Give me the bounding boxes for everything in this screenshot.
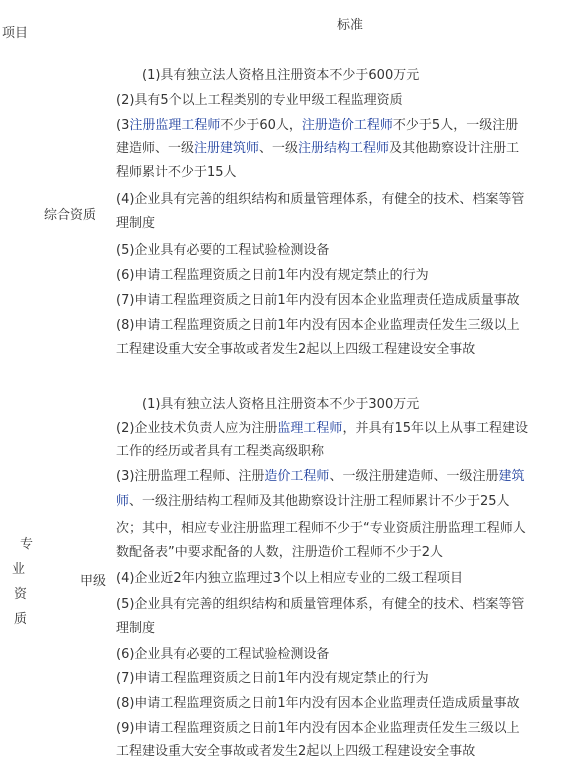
grade-label: 甲级 bbox=[80, 574, 107, 589]
professional-label-char: 资 bbox=[14, 587, 28, 602]
standard-text: 不少于5人，一级注册 bbox=[392, 118, 519, 133]
standard-line bbox=[116, 620, 155, 637]
standard-text: (1)具有独立法人资格且注册资本不少于600万元 bbox=[142, 68, 420, 83]
standard-text: 建造师、一级 bbox=[116, 141, 195, 156]
term-link[interactable]: 造价工程师 bbox=[264, 469, 330, 484]
standard-text: (5)企业具有完善的组织结构和质量管理体系，有健全的技术、档案等管 bbox=[116, 597, 525, 612]
standard-text: 次；其中，相应专业注册监理工程师不少于“专业资质注册监理工程师人 bbox=[116, 521, 526, 536]
standard-text: (8)申请工程监理资质之日前1年内没有因本企业监理责任造成质量事故 bbox=[116, 696, 520, 711]
standard-line bbox=[116, 596, 524, 613]
standard-line bbox=[116, 520, 526, 537]
term-link[interactable]: 注册建筑师 bbox=[194, 141, 260, 156]
standard-line bbox=[116, 292, 520, 309]
standard-line bbox=[116, 215, 155, 232]
standard-line bbox=[116, 443, 324, 460]
standard-line bbox=[116, 191, 524, 208]
standard-text: (4)企业近2年内独立监理过3个以上相应专业的二级工程项目 bbox=[116, 571, 463, 586]
standard-text: (8)申请工程监理资质之日前1年内没有因本企业监理责任发生三级以上 bbox=[116, 318, 520, 333]
term-link[interactable]: 师 bbox=[116, 494, 130, 509]
standard-line bbox=[116, 695, 520, 712]
term-link[interactable]: 监理工程师 bbox=[277, 421, 343, 436]
standard-text: (4)企业具有完善的组织结构和质量管理体系，有健全的技术、档案等管 bbox=[116, 192, 525, 207]
standard-text: 及其他勘察设计注册工 bbox=[389, 141, 520, 156]
standard-text: 、一级注册结构工程师及其他勘察设计注册工程师累计不少于25人 bbox=[129, 494, 510, 509]
standard-line bbox=[116, 140, 519, 157]
header-item: 项目 bbox=[2, 26, 29, 41]
standard-line bbox=[116, 267, 429, 284]
standard-text: (2)企业技术负责人应为注册 bbox=[116, 421, 278, 436]
standard-text: 工程建设重大安全事故或者发生2起以上四级工程建设安全事故 bbox=[116, 342, 476, 357]
standard-text: (9)申请工程监理资质之日前1年内没有因本企业监理责任发生三级以上 bbox=[116, 721, 520, 736]
standard-text: (7)申请工程监理资质之日前1年内没有因本企业监理责任造成质量事故 bbox=[116, 293, 520, 308]
standard-text: (7)申请工程监理资质之日前1年内没有规定禁止的行为 bbox=[116, 671, 429, 686]
standard-line bbox=[116, 720, 520, 737]
standard-text: (6)申请工程监理资质之日前1年内没有规定禁止的行为 bbox=[116, 268, 429, 283]
standard-line bbox=[116, 544, 443, 561]
comprehensive-label: 综合资质 bbox=[44, 208, 97, 223]
standard-line bbox=[116, 420, 528, 437]
standard-line bbox=[142, 396, 419, 413]
standard-line bbox=[116, 743, 475, 760]
professional-label-char: 质 bbox=[14, 612, 28, 627]
professional-label bbox=[12, 532, 40, 632]
standard-line bbox=[116, 570, 463, 587]
standard-line bbox=[116, 92, 403, 109]
term-link[interactable]: 注册监理工程师 bbox=[129, 118, 221, 133]
term-link[interactable]: 注册结构工程师 bbox=[298, 141, 390, 156]
header-standard: 标准 bbox=[337, 18, 364, 33]
standard-line bbox=[116, 117, 518, 134]
standard-text: 理制度 bbox=[116, 621, 156, 636]
standard-text: 程师累计不少于15人 bbox=[116, 165, 237, 180]
standard-text: (5)企业具有必要的工程试验检测设备 bbox=[116, 243, 330, 258]
standard-text: 不少于60人， bbox=[220, 118, 302, 133]
standard-text: 数配备表”中要求配备的人数，注册造价工程师不少于2人 bbox=[116, 545, 444, 560]
standard-text: (3)注册监理工程师、注册 bbox=[116, 469, 265, 484]
standard-text: 工程建设重大安全事故或者发生2起以上四级工程建设安全事故 bbox=[116, 744, 476, 759]
term-link[interactable]: 注册造价工程师 bbox=[301, 118, 393, 133]
standard-line bbox=[116, 646, 329, 663]
standard-text: 、一级注册建造师、一级注册 bbox=[329, 469, 499, 484]
standard-line bbox=[116, 341, 475, 358]
standard-line bbox=[116, 670, 429, 687]
standard-line bbox=[142, 67, 419, 84]
standard-text: ，并具有15年以上从事工程建设 bbox=[342, 421, 528, 436]
standard-text: 理制度 bbox=[116, 216, 156, 231]
standard-line bbox=[116, 317, 520, 334]
term-link[interactable]: 建筑 bbox=[498, 469, 525, 484]
standard-text: (2)具有5个以上工程类别的专业甲级工程监理资质 bbox=[116, 93, 403, 108]
professional-label-char: 专 bbox=[20, 537, 34, 552]
professional-label-char: 业 bbox=[12, 562, 26, 577]
standard-text: (6)企业具有必要的工程试验检测设备 bbox=[116, 647, 330, 662]
standard-line bbox=[116, 242, 329, 259]
standard-text: (1)具有独立法人资格且注册资本不少于300万元 bbox=[142, 397, 420, 412]
standard-line bbox=[116, 164, 237, 181]
standard-line bbox=[116, 493, 510, 510]
standard-text: 工作的经历或者具有工程类高级职称 bbox=[116, 444, 325, 459]
standard-text: (3 bbox=[116, 118, 130, 133]
standard-text: 、一级 bbox=[259, 141, 299, 156]
standard-line bbox=[116, 468, 524, 485]
